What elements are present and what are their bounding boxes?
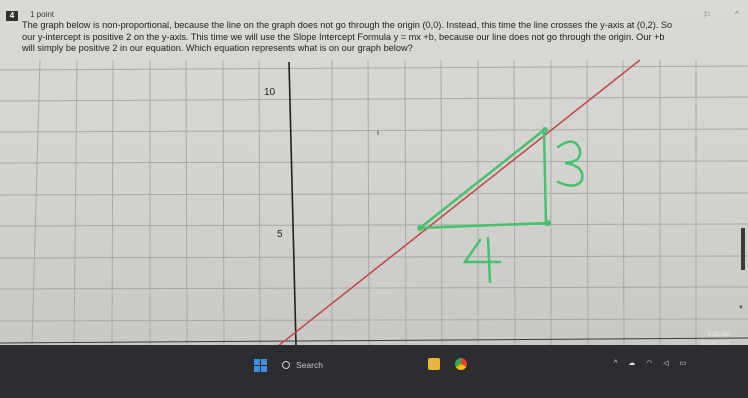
scrollbar-thumb[interactable] — [741, 228, 745, 270]
question-text-line: The graph below is non-proportional, because the line on the graph does not go through the origin (0,0). Instead, this time the line crosses the y-axis at (0,2). So — [22, 20, 673, 30]
cloud-icon[interactable]: ☁ — [628, 360, 636, 367]
taskbar-search[interactable] — [276, 357, 354, 373]
grid-line-vertical — [623, 60, 624, 345]
taskbar-clock[interactable] — [696, 331, 730, 349]
question-text-line: our y-intercept is positive 2 on the y-axis. This time we will use the Slope Intercept Formula y = mx +b, because our line does not go through the origin. Our +b — [22, 31, 665, 42]
grid-line-horizontal — [0, 66, 748, 70]
file-explorer-icon[interactable] — [428, 358, 440, 370]
handwritten-rise-label — [558, 142, 582, 186]
flag-icon[interactable]: ⚐ — [703, 10, 712, 20]
annotation-point — [542, 127, 548, 133]
y-tick-label: 5 — [277, 229, 283, 240]
wifi-icon[interactable]: ◠ — [646, 360, 653, 367]
chevron-down-icon[interactable]: ▼ — [738, 305, 744, 311]
search-icon — [282, 361, 290, 369]
grid-line-vertical — [514, 60, 515, 345]
volume-icon[interactable]: ◁ — [663, 360, 669, 367]
handwritten-run-label — [465, 238, 500, 282]
windows-start-icon[interactable] — [254, 359, 267, 372]
y-tick-label: 10 — [264, 87, 276, 98]
rise-segment — [544, 130, 546, 225]
grid-line-horizontal — [0, 129, 748, 132]
system-tray — [614, 359, 695, 367]
annotation-point — [417, 225, 423, 231]
slope-hypotenuse — [420, 130, 544, 228]
chevron-up-icon[interactable]: ^ — [614, 360, 618, 367]
taskbar — [0, 332, 748, 398]
grid-line-vertical — [405, 60, 406, 345]
run-segment — [420, 223, 548, 228]
clock-time: 8:39 AM — [707, 332, 730, 338]
chevron-up-icon[interactable]: ^ — [735, 10, 739, 19]
question-points: 1 point — [30, 10, 55, 19]
y-axis — [289, 62, 296, 345]
grid-line-vertical — [259, 60, 260, 345]
browser-icon[interactable] — [455, 358, 467, 370]
grid-line-vertical — [368, 60, 369, 345]
question-number: 4 — [6, 11, 18, 21]
battery-icon[interactable]: ▭ — [679, 360, 687, 367]
grid-line-vertical — [441, 60, 442, 345]
grid-line-vertical — [223, 60, 224, 345]
question-text-line: will simply be positive 2 in our equation. Which equation represents what is on our graph below? — [22, 43, 413, 53]
grid-line-vertical — [186, 60, 187, 345]
grid-line-vertical — [32, 60, 40, 345]
search-label: Search — [296, 360, 323, 370]
clock-date: 10/14/2024 — [699, 341, 730, 347]
grid-line-horizontal — [0, 97, 748, 101]
grid-line-vertical — [112, 60, 113, 345]
grid-line-vertical — [74, 60, 77, 345]
annotation-point — [545, 220, 551, 226]
